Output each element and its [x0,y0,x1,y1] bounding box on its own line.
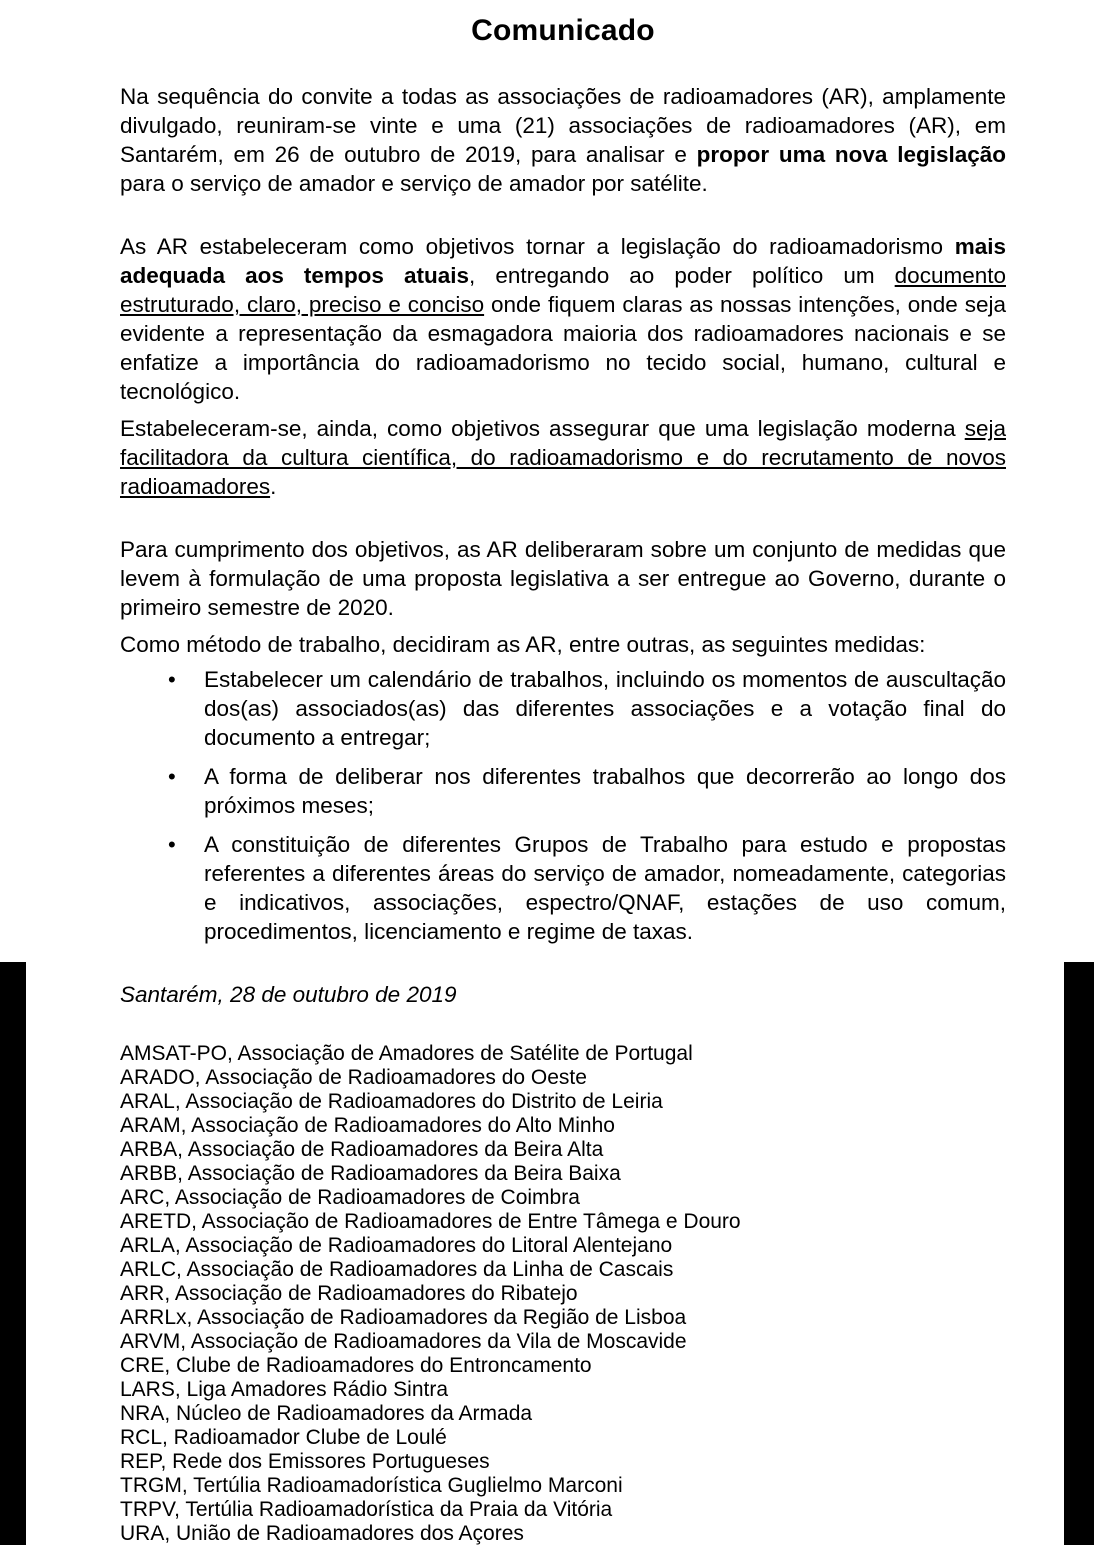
list-item: NRA, Núcleo de Radioamadores da Armada [120,1402,533,1425]
list-item: ARR, Associação de Radioamadores do Ribatejo [120,1282,578,1305]
list-item: RCL, Radioamador Clube de Loulé [120,1426,447,1449]
list-item: AMSAT-PO, Associação de Amadores de Satélite de Portugal [120,1042,693,1065]
text-run: As AR estabeleceram como objetivos tornar a legislação do radioamadorismo [120,234,955,259]
text-run: , entregando ao poder político um [469,263,895,288]
text-run: mais adequada aos tempos atuais [120,234,1006,288]
list-item: • A forma de deliberar nos diferentes trabalhos que decorrerão ao longo dos próximos meses; [204,762,1006,820]
text-run: Para cumprimento dos objetivos, as AR deliberaram sobre um conjunto de medidas que levem à formulação de uma proposta legislativa a ser entregue ao Governo, durante o primeiro semestre de 2020. [120,537,1006,620]
list-item: ARLC, Associação de Radioamadores da Linha de Cascais [120,1258,674,1281]
text-run: documento estruturado, claro, preciso e conciso [120,263,1006,317]
list-item: ARVM, Associação de Radioamadores da Vila de Moscavide [120,1330,687,1353]
document-content [0,14,1094,1545]
signatories-list [120,1042,1006,1545]
list-item: TRGM, Tertúlia Radioamadorística Guglielmo Marconi [120,1474,623,1497]
list-item: ARLA, Associação de Radioamadores do Litoral Alentejano [120,1234,673,1257]
measures-list [120,665,1006,946]
list-item: ARBA, Associação de Radioamadores da Beira Alta [120,1138,604,1161]
list-item: • A constituição de diferentes Grupos de Trabalho para estudo e propostas referentes a diferentes áreas do serviço de amador, nomeadamente, categorias e indicativos, associações, espectro/QNAF, estações de uso comum, procedimentos, licenciamento e regime de taxas. [204,830,1006,946]
list-item: TRPV, Tertúlia Radioamadorística da Praia da Vitória [120,1498,613,1521]
page-title: Comunicado [471,14,655,47]
list-item: • Estabelecer um calendário de trabalhos, incluindo os momentos de auscultação dos(as) associados(as) das diferentes associações e a votação final do documento a entregar; [204,665,1006,752]
text-run: Estabeleceram-se, ainda, como objetivos assegurar que uma legislação moderna [120,416,965,441]
list-item: ARADO, Associação de Radioamadores do Oeste [120,1066,587,1089]
paragraph-method [120,630,1006,659]
list-item: ARBB, Associação de Radioamadores da Beira Baixa [120,1162,621,1185]
list-item: ARRLx, Associação de Radioamadores da Região de Lisboa [120,1306,687,1329]
list-item: URA, União de Radioamadores dos Açores [120,1522,524,1545]
place-and-date: Santarém, 28 de outubro de 2019 [120,982,457,1007]
list-item: REP, Rede dos Emissores Portugueses [120,1450,490,1473]
text-run: seja facilitadora da cultura científica, do radioamadorismo e do recrutamento de novos radioamadores [120,416,1006,499]
text-run: onde fiquem claras as nossas intenções, onde seja evidente a representação da esmagadora maioria dos radioamadores nacionais e se enfatize a importância do radioamadorismo no tecido social, humano, cultural e tecnológico. [120,292,1006,404]
paragraph-measures-intro [120,535,1006,622]
text-run: para o serviço de amador e serviço de amador por satélite. [120,171,708,196]
paragraph-objectives [120,232,1006,406]
paragraph-intro [120,82,1006,198]
list-item: LARS, Liga Amadores Rádio Sintra [120,1378,449,1401]
paragraph-objectives-cont [120,414,1006,501]
text-run: . [270,474,277,499]
list-item: ARAL, Associação de Radioamadores do Distrito de Leiria [120,1090,663,1113]
list-item: ARAM, Associação de Radioamadores do Alto Minho [120,1114,615,1137]
list-item: CRE, Clube de Radioamadores do Entroncamento [120,1354,592,1377]
list-item: ARETD, Associação de Radioamadores de Entre Tâmega e Douro [120,1210,741,1233]
text-run: Como método de trabalho, decidiram as AR, entre outras, as seguintes medidas: [120,632,926,657]
text-run: propor uma nova legislação [696,142,1006,167]
list-item: ARC, Associação de Radioamadores de Coimbra [120,1186,580,1209]
text-run: Na sequência do convite a todas as associações de radioamadores (AR), amplamente divulgado, reuniram-se vinte e uma (21) associações de radioamadores (AR), em Santarém, em 26 de outubro de 2019, para analisar e [120,84,1006,167]
